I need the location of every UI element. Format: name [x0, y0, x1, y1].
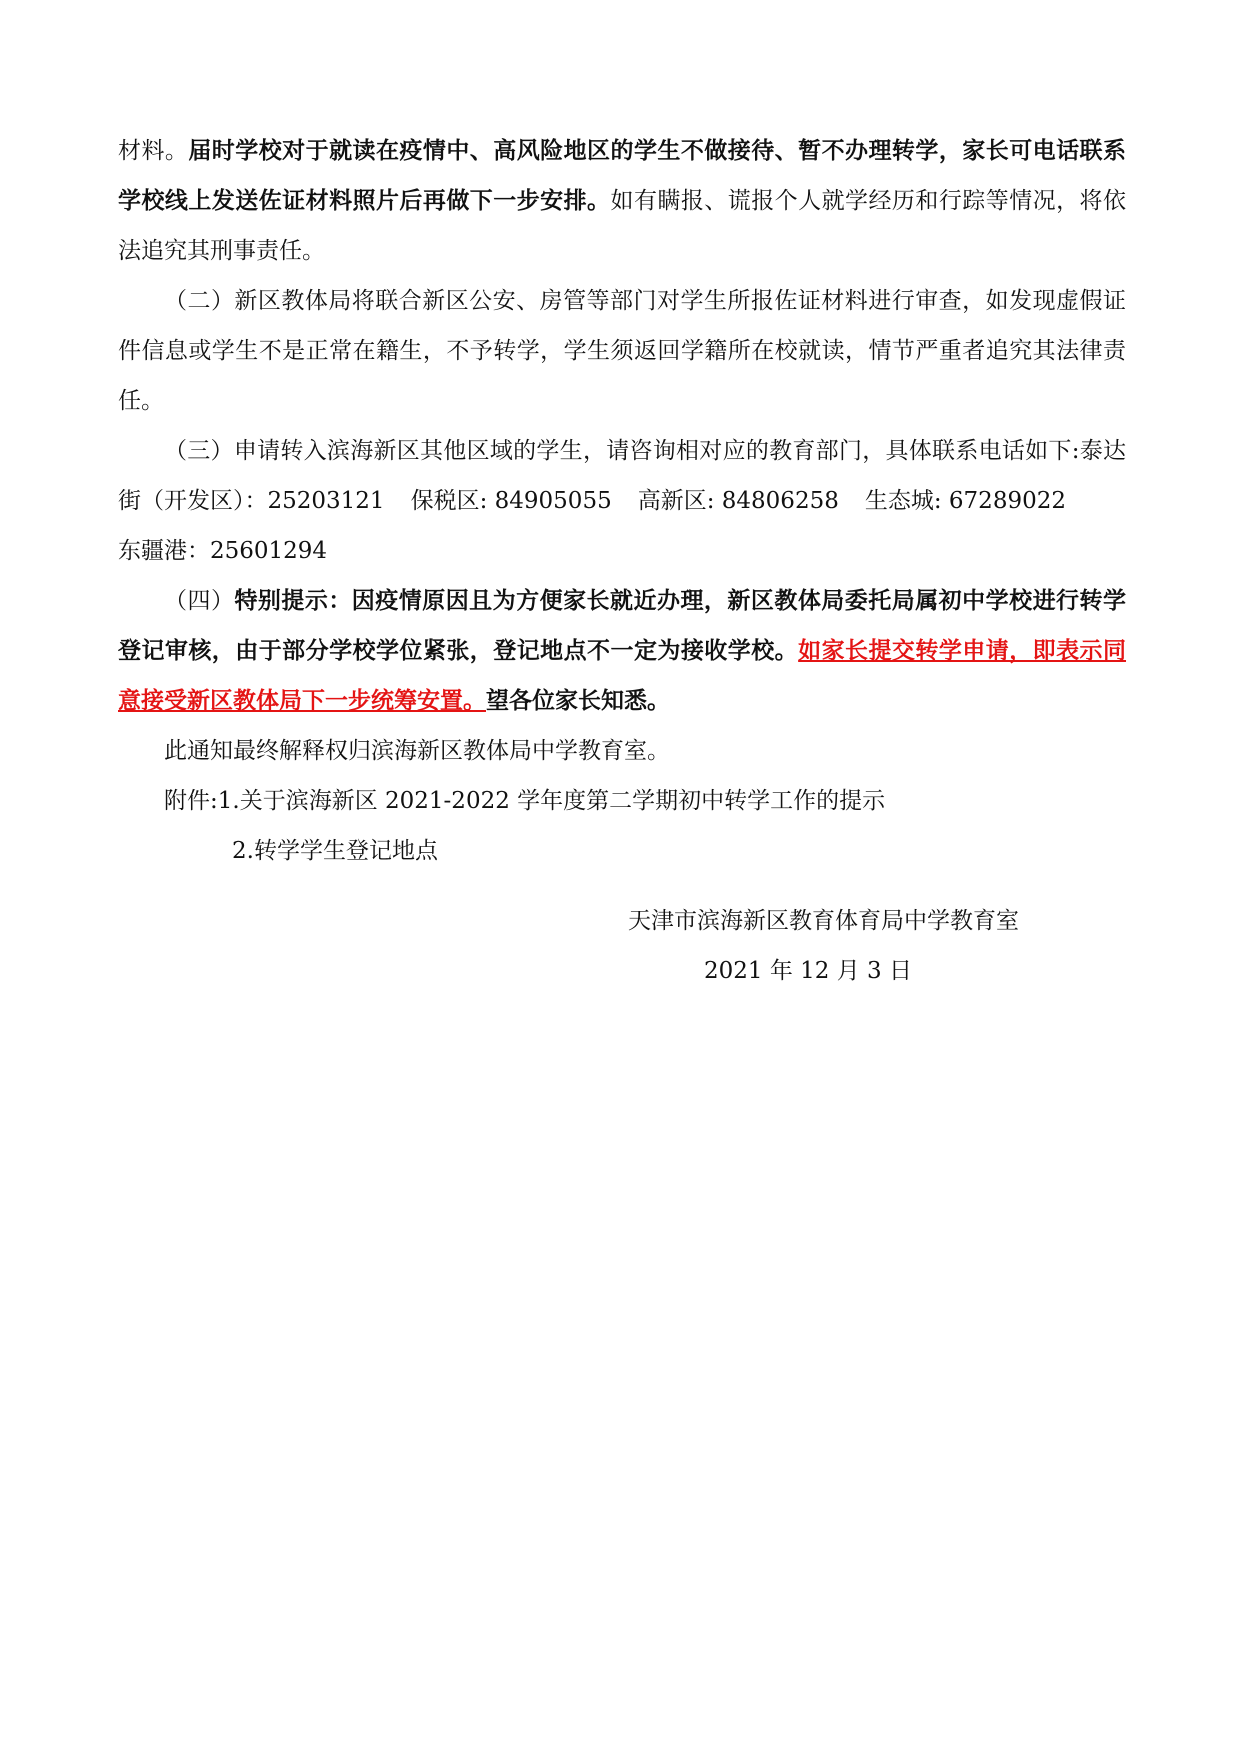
- attachment-item-1: 附件:1.关于滨海新区 2021-2022 学年度第二学期初中转学工作的提示: [164, 788, 886, 814]
- signature-block: [628, 896, 1088, 996]
- intro-bold-warning: 届时学校对于就读在疫情中、高风险地区的学生不做接待、暂不办理转学，家长可电话联系学校线上发送佐证材料照片后再做下一步安排。: [118, 138, 1127, 214]
- phone-ecocity: 生态城: 67289022: [864, 488, 1066, 514]
- paragraph-5: 此通知最终解释权归滨海新区教体局中学教育室。: [164, 738, 670, 764]
- phone-bonded: 保税区: 84905055: [410, 488, 612, 514]
- intro-lead: 材料。: [118, 138, 189, 164]
- paragraph-3: [118, 426, 1126, 576]
- para3-text: （三）申请转入滨海新区其他区域的学生，请咨询相对应的教育部门，具体联系电话如下:: [164, 438, 1080, 464]
- phone-hitech: 高新区: 84806258: [637, 488, 839, 514]
- para4-bold-notice: 特别提示：因疫情原因且为方便家长就近办理，新区教体局委托局属初中学校进行转学登记审核，由于部分学校学位紧张，登记地点不一定为接收学校。: [118, 588, 1127, 664]
- paragraph-4: [118, 576, 1126, 726]
- signature-date: 2021 年 12 月 3 日: [704, 958, 912, 984]
- paragraph-2: （二）新区教体局将联合新区公安、房管等部门对学生所报佐证材料进行审查，如发现虚假证件信息或学生不是正常在籍生，不予转学，学生须返回学籍所在校就读，情节严重者追究其法律责任。: [118, 288, 1126, 414]
- paragraph-intro: [118, 126, 1126, 276]
- para4-label: （四）: [164, 588, 235, 614]
- para4-bold-tail: 望各位家长知悉。: [486, 688, 670, 714]
- signature-org: 天津市滨海新区教育体育局中学教育室: [628, 908, 1019, 934]
- para4-red-notice: 如家长提交转学申请，即表示同意接受新区教体局下一步统筹安置。: [118, 638, 1127, 714]
- attachment-item-2: 2.转学学生登记地点: [232, 838, 438, 864]
- phone-dongjiang: 东疆港：25601294: [118, 538, 328, 564]
- phone-teda: 泰达街（开发区）：25203121: [118, 438, 1127, 514]
- notice-body: [118, 126, 1126, 876]
- intro-tail: 如有瞒报、谎报个人就学经历和行踪等情况，将依法追究其刑事责任。: [118, 188, 1127, 264]
